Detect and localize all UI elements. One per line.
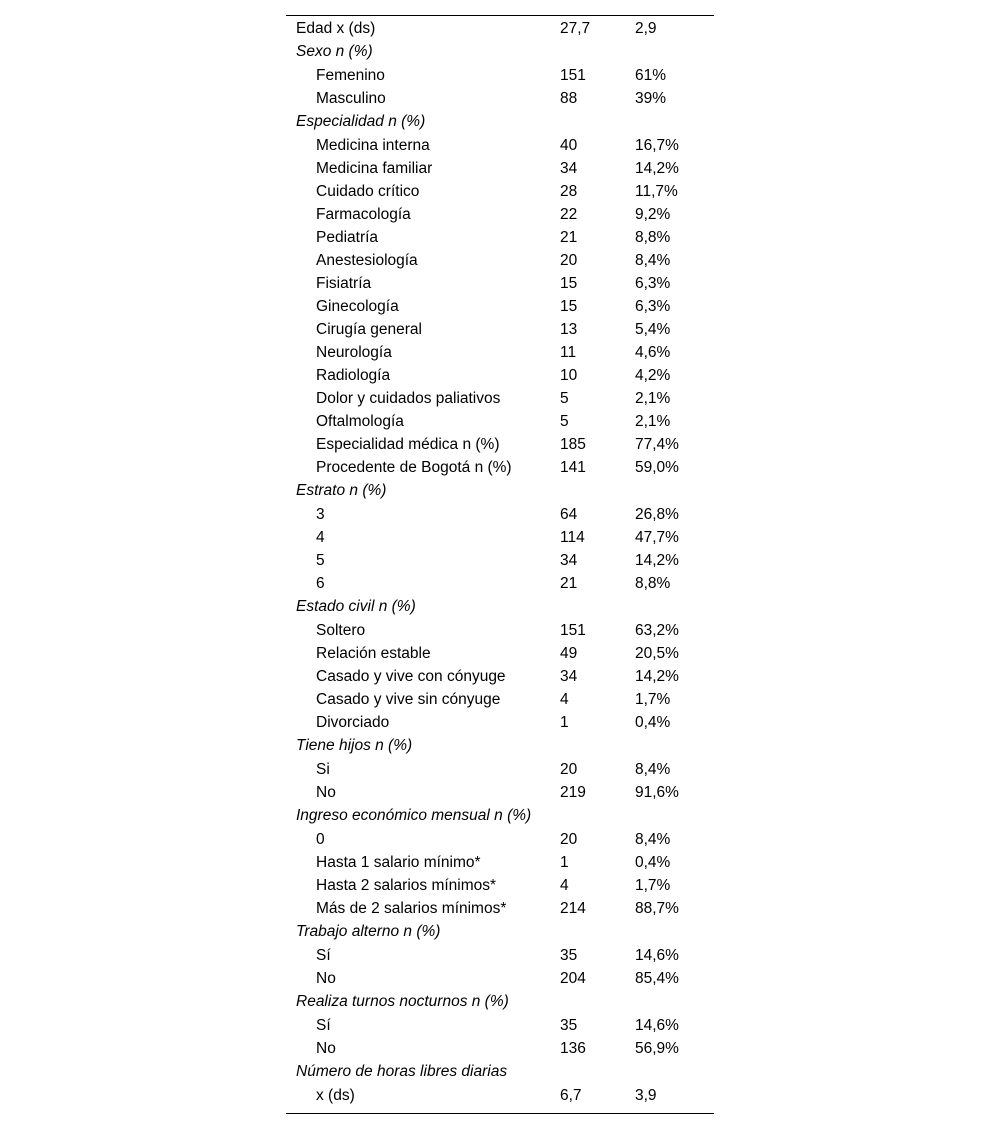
row-percent: 14,2%: [635, 160, 679, 177]
row-count: 35: [560, 1017, 578, 1034]
row-count: 1: [560, 714, 569, 731]
table-row: [286, 665, 714, 688]
row-count: 4: [560, 691, 569, 708]
table-row: [286, 341, 714, 364]
row-count: 21: [560, 229, 578, 246]
row-label: Dolor y cuidados paliativos: [316, 390, 501, 407]
row-percent: 8,4%: [635, 831, 671, 848]
row-count: 141: [560, 459, 586, 476]
table-section-header: [286, 990, 714, 1014]
table-row: [286, 944, 714, 967]
row-label: Procedente de Bogotá n (%): [316, 459, 512, 476]
row-count: 27,7: [560, 20, 591, 37]
row-count: 185: [560, 436, 586, 453]
table-row: [286, 526, 714, 549]
table-row: [286, 64, 714, 87]
row-count: 28: [560, 183, 578, 200]
row-count: 88: [560, 90, 578, 107]
table-section-header: [286, 734, 714, 758]
row-label: Fisiatría: [316, 275, 372, 292]
row-percent: 14,6%: [635, 947, 679, 964]
table-row: [286, 226, 714, 249]
row-label: Masculino: [316, 90, 386, 107]
row-count: 20: [560, 252, 578, 269]
table-row: [286, 688, 714, 711]
row-label: 4: [316, 529, 325, 546]
row-label: Cuidado crítico: [316, 183, 420, 200]
row-label: 3: [316, 506, 325, 523]
row-label: Medicina familiar: [316, 160, 433, 177]
row-percent: 9,2%: [635, 206, 671, 223]
table-row: [286, 874, 714, 897]
row-percent: 77,4%: [635, 436, 679, 453]
row-label: Especialidad médica n (%): [316, 436, 500, 453]
row-count: 22: [560, 206, 578, 223]
table-row: [286, 17, 714, 40]
row-label: Si: [316, 761, 330, 778]
row-label: Hasta 2 salarios mínimos*: [316, 877, 497, 894]
table-section-header: [286, 920, 714, 944]
row-percent: 0,4%: [635, 714, 671, 731]
table-row: [286, 1014, 714, 1037]
row-label: Estado civil n (%): [296, 598, 416, 615]
row-count: 10: [560, 367, 578, 384]
row-count: 6,7: [560, 1087, 582, 1104]
table-row: [286, 203, 714, 226]
row-label: No: [316, 970, 336, 987]
row-label: Anestesiología: [316, 252, 418, 269]
table-section-header: [286, 110, 714, 134]
row-percent: 2,9: [635, 20, 657, 37]
row-percent: 14,6%: [635, 1017, 679, 1034]
row-label: Neurología: [316, 344, 392, 361]
table-section-header: [286, 595, 714, 619]
row-label: Radiología: [316, 367, 391, 384]
table-row: [286, 180, 714, 203]
row-percent: 59,0%: [635, 459, 679, 476]
row-percent: 5,4%: [635, 321, 671, 338]
row-percent: 14,2%: [635, 668, 679, 685]
row-percent: 3,9: [635, 1087, 657, 1104]
row-count: 151: [560, 67, 586, 84]
row-percent: 8,8%: [635, 575, 671, 592]
table-row: [286, 967, 714, 990]
row-label: 0: [316, 831, 325, 848]
row-count: 20: [560, 831, 578, 848]
table-section-header: [286, 804, 714, 828]
row-label: Ingreso económico mensual n (%): [296, 807, 532, 824]
row-label: Relación estable: [316, 645, 431, 662]
table-row: [286, 503, 714, 526]
row-label: Casado y vive con cónyuge: [316, 668, 506, 685]
row-label: No: [316, 784, 336, 801]
row-count: 114: [560, 529, 585, 546]
table-body: [286, 17, 714, 1107]
row-count: 35: [560, 947, 578, 964]
row-percent: 2,1%: [635, 390, 671, 407]
row-percent: 26,8%: [635, 506, 679, 523]
row-percent: 14,2%: [635, 552, 679, 569]
row-label: Medicina interna: [316, 137, 430, 154]
row-percent: 85,4%: [635, 970, 679, 987]
table-row: [286, 572, 714, 595]
table-row: [286, 828, 714, 851]
table-row: [286, 1037, 714, 1060]
row-percent: 39%: [635, 90, 667, 107]
row-percent: 8,8%: [635, 229, 671, 246]
row-percent: 4,2%: [635, 367, 671, 384]
row-label: Soltero: [316, 622, 366, 639]
table-row: [286, 758, 714, 781]
table-row: [286, 272, 714, 295]
table-row: [286, 433, 714, 456]
table-row: [286, 364, 714, 387]
row-label: x (ds): [316, 1087, 355, 1104]
row-label: Sí: [316, 1017, 331, 1034]
row-percent: 6,3%: [635, 275, 671, 292]
row-count: 34: [560, 668, 578, 685]
row-label: Casado y vive sin cónyuge: [316, 691, 501, 708]
row-count: 214: [560, 900, 586, 917]
row-percent: 4,6%: [635, 344, 671, 361]
row-count: 151: [560, 622, 586, 639]
row-label: Realiza turnos nocturnos n (%): [296, 993, 509, 1010]
row-percent: 8,4%: [635, 252, 671, 269]
row-count: 5: [560, 413, 569, 430]
row-percent: 11,7%: [635, 183, 678, 200]
row-percent: 91,6%: [635, 784, 679, 801]
table-row: [286, 1084, 714, 1107]
table-row: [286, 295, 714, 318]
row-percent: 2,1%: [635, 413, 671, 430]
row-label: Sexo n (%): [296, 43, 373, 60]
row-label: 6: [316, 575, 325, 592]
table-row: [286, 781, 714, 804]
row-count: 204: [560, 970, 586, 987]
table-row: [286, 897, 714, 920]
row-label: Número de horas libres diarias: [296, 1063, 508, 1080]
table-section-header: [286, 479, 714, 503]
table-row: [286, 619, 714, 642]
table-row: [286, 387, 714, 410]
table-row: [286, 157, 714, 180]
row-percent: 88,7%: [635, 900, 679, 917]
table-bottom-spacer: [286, 1107, 714, 1113]
table-row: [286, 711, 714, 734]
row-count: 11: [560, 344, 577, 361]
row-label: Ginecología: [316, 298, 399, 315]
table-row: [286, 456, 714, 479]
row-percent: 6,3%: [635, 298, 671, 315]
row-count: 20: [560, 761, 578, 778]
row-percent: 1,7%: [635, 691, 671, 708]
row-percent: 16,7%: [635, 137, 679, 154]
row-label: No: [316, 1040, 336, 1057]
row-percent: 47,7%: [635, 529, 679, 546]
table-section-header: [286, 40, 714, 64]
row-count: 13: [560, 321, 578, 338]
row-count: 219: [560, 784, 586, 801]
row-percent: 56,9%: [635, 1040, 679, 1057]
row-count: 15: [560, 298, 578, 315]
table-row: [286, 134, 714, 157]
table-row: [286, 249, 714, 272]
row-count: 34: [560, 552, 578, 569]
table-section-header: [286, 1060, 714, 1084]
row-label: Cirugía general: [316, 321, 422, 338]
row-label: Pediatría: [316, 229, 379, 246]
row-label: Trabajo alterno n (%): [296, 923, 441, 940]
row-percent: 61%: [635, 67, 667, 84]
row-label: Edad x (ds): [296, 20, 376, 37]
row-count: 40: [560, 137, 578, 154]
demographics-table: [286, 15, 714, 1114]
row-percent: 63,2%: [635, 622, 679, 639]
row-label: Sí: [316, 947, 331, 964]
row-count: 15: [560, 275, 578, 292]
table-row: [286, 851, 714, 874]
row-count: 34: [560, 160, 578, 177]
row-percent: 0,4%: [635, 854, 671, 871]
row-count: 4: [560, 877, 569, 894]
row-count: 1: [560, 854, 569, 871]
row-label: Divorciado: [316, 714, 390, 731]
row-count: 136: [560, 1040, 586, 1057]
row-label: Femenino: [316, 67, 385, 84]
table-row: [286, 642, 714, 665]
table-row: [286, 549, 714, 572]
row-label: 5: [316, 552, 325, 569]
row-count: 64: [560, 506, 578, 523]
table-row: [286, 318, 714, 341]
row-label: Especialidad n (%): [296, 113, 426, 130]
row-count: 49: [560, 645, 578, 662]
row-label: Hasta 1 salario mínimo*: [316, 854, 481, 871]
row-percent: 1,7%: [635, 877, 671, 894]
row-count: 21: [560, 575, 578, 592]
row-label: Farmacología: [316, 206, 411, 223]
row-percent: 20,5%: [635, 645, 679, 662]
row-count: 5: [560, 390, 569, 407]
table-row: [286, 87, 714, 110]
row-label: Oftalmología: [316, 413, 404, 430]
table-row: [286, 410, 714, 433]
row-percent: 8,4%: [635, 761, 671, 778]
row-label: Más de 2 salarios mínimos*: [316, 900, 507, 917]
row-label: Estrato n (%): [296, 482, 387, 499]
row-label: Tiene hijos n (%): [296, 737, 413, 754]
